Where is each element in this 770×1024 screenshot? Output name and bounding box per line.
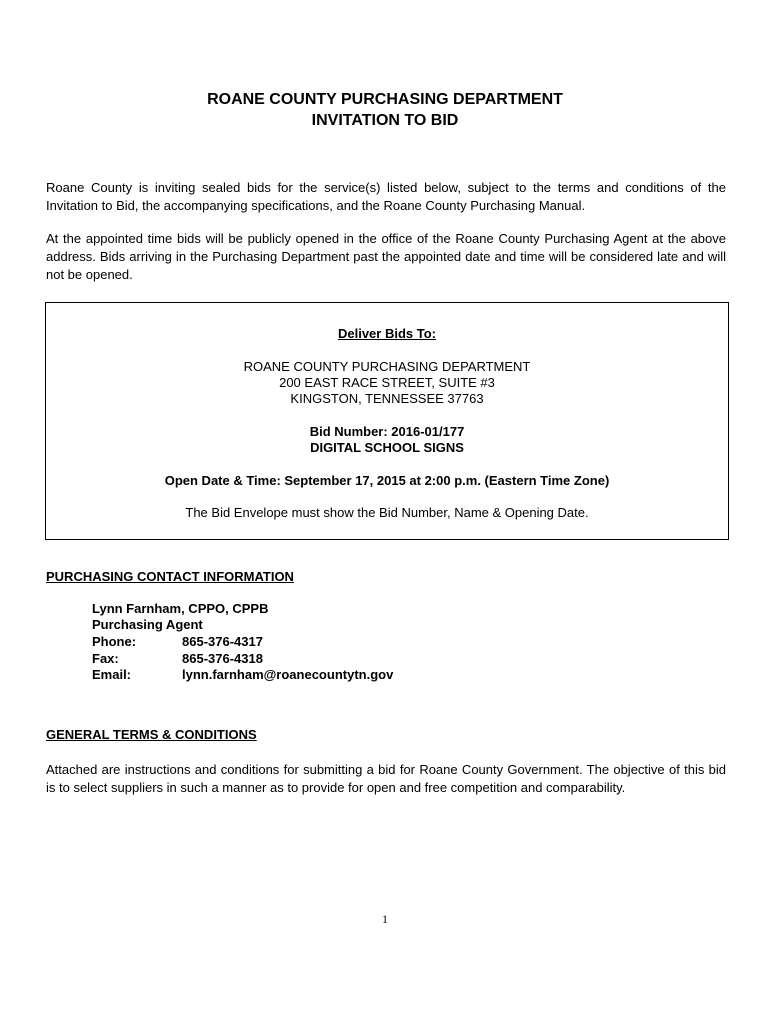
intro-paragraph-1: Roane County is inviting sealed bids for the service(s) listed below, subject to the terms and conditions of the Invitation to Bid, the accompanying specifications, and the Roane County Purchasing Manual. <box>46 180 726 213</box>
bid-name: DIGITAL SCHOOL SIGNS <box>310 440 464 455</box>
email-label: Email: <box>92 667 132 682</box>
contact-phone-row <box>92 634 263 650</box>
phone-label: Phone: <box>92 634 137 649</box>
fax-value: 865-376-4318 <box>182 651 263 666</box>
contact-name: Lynn Farnham, CPPO, CPPB <box>92 601 269 616</box>
fax-label: Fax: <box>92 651 119 666</box>
page-title: ROANE COUNTY PURCHASING DEPARTMENT <box>207 91 563 108</box>
envelope-note: The Bid Envelope must show the Bid Number, Name & Opening Date. <box>185 505 589 520</box>
page-subtitle: INVITATION TO BID <box>311 112 459 129</box>
contact-email-row <box>92 667 393 683</box>
address-line-1: ROANE COUNTY PURCHASING DEPARTMENT <box>243 359 531 374</box>
deliver-bids-heading: Deliver Bids To: <box>337 326 436 341</box>
phone-value: 865-376-4317 <box>182 634 263 649</box>
page-number: 1 <box>382 912 388 926</box>
terms-heading: GENERAL TERMS & CONDITIONS <box>46 727 257 742</box>
address-line-2: 200 EAST RACE STREET, SUITE #3 <box>279 375 495 390</box>
contact-heading: PURCHASING CONTACT INFORMATION <box>46 569 294 584</box>
bid-number: Bid Number: 2016-01/177 <box>309 424 465 439</box>
intro-paragraph-2: At the appointed time bids will be publicly opened in the office of the Roane County Purchasing Agent at the above address. Bids arriving in the Purchasing Department past the appointed date and time will be considered late and will not be opened. <box>46 231 726 282</box>
email-value: lynn.farnham@roanecountytn.gov <box>182 667 394 682</box>
address-line-3: KINGSTON, TENNESSEE 37763 <box>290 391 484 406</box>
contact-fax-row <box>92 651 263 667</box>
open-date-time: Open Date & Time: September 17, 2015 at 2:00 p.m. (Eastern Time Zone) <box>164 473 610 488</box>
contact-role: Purchasing Agent <box>92 617 203 632</box>
terms-paragraph: Attached are instructions and conditions for submitting a bid for Roane County Government. The objective of this bid is to select suppliers in such a manner as to provide for open and free competition and comparability. <box>46 762 726 795</box>
deliver-bids-box <box>45 302 729 540</box>
